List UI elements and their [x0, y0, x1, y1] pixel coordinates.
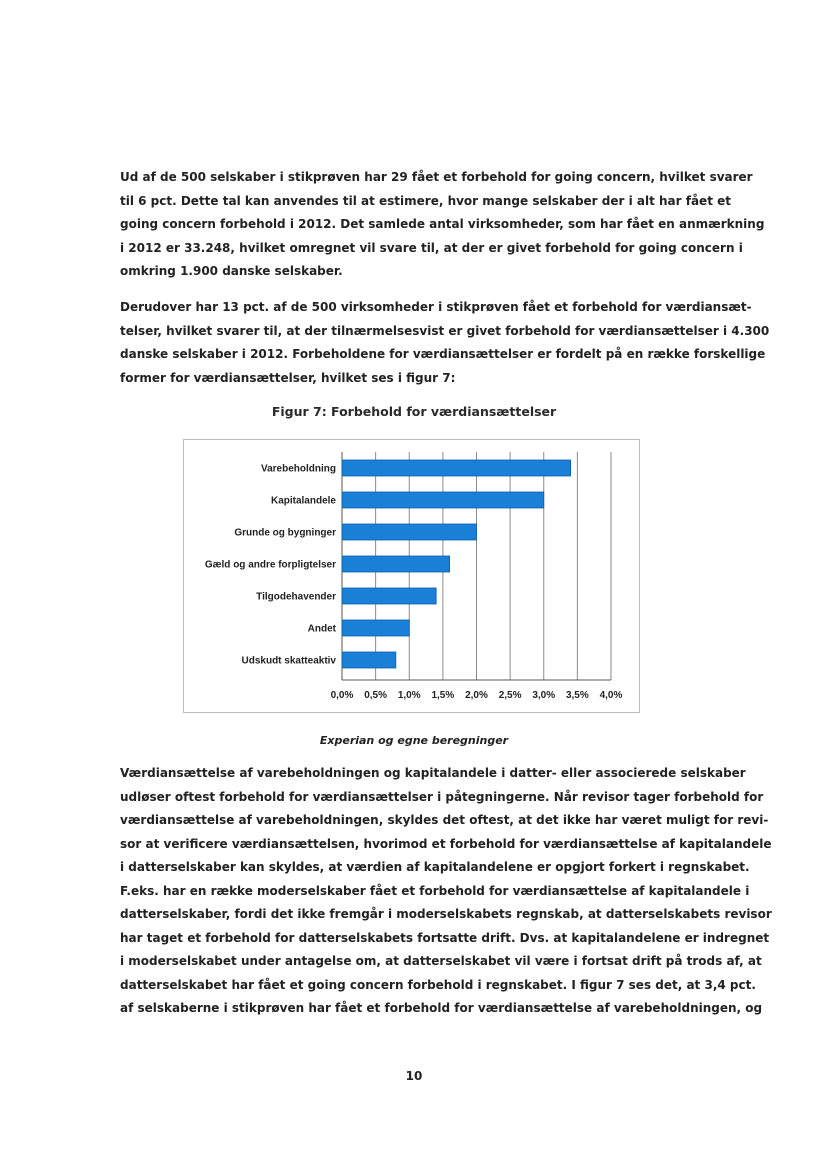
text-line: danske selskaber i 2012. Forbeholdene for værdiansættelser er fordelt på en række forskellige: [120, 347, 766, 361]
tick-label-4: 2,0%: [465, 690, 488, 701]
text-line: going concern forbehold i 2012. Det samlede antal virksomheder, som har fået en anmærkning: [120, 217, 765, 231]
text-line: Ud af de 500 selskaber i stikprøven har 29 fået et forbehold for going concern, hvilket svarer: [120, 170, 753, 184]
text-line: Derudover har 13 pct. af de 500 virksomheder i stikprøven fået et forbehold for værdiansæt-: [120, 300, 752, 314]
category-label-5: Andet: [307, 623, 336, 635]
text-line: værdiansættelse af varebeholdningen, skyldes det oftest, at det ikke har været muligt for revi-: [120, 813, 769, 827]
category-label-4: Tilgodehavender: [256, 591, 336, 603]
paragraph-going-concern: [120, 166, 765, 284]
source-note: Experian og egne beregninger: [319, 734, 509, 747]
text-line: i datterselskaber kan skyldes, at værdien af kapitalandelene er opgjort forkert i regnskabet.: [120, 860, 750, 874]
text-line: til 6 pct. Dette tal kan anvendes til at estimere, hvor mange selskaber der i alt har fået et: [120, 193, 731, 208]
tick-label-0: 0,0%: [330, 690, 354, 701]
text-line: telser, hvilket svarer til, at der tilnærmelsesvist er givet forbehold for værdiansættelser i 4.300: [120, 323, 770, 338]
paragraph-forklaring: [120, 762, 772, 1021]
tick-label-6: 3,0%: [532, 690, 556, 701]
bar-1: [342, 492, 544, 508]
category-label-0: Varebeholdning: [260, 463, 336, 475]
text-line: former for værdiansættelser, hvilket ses i figur 7:: [120, 370, 456, 385]
text-line: i 2012 er 33.248, hvilket omregnet vil svare til, at der er givet forbehold for going concern i: [120, 240, 743, 255]
tick-label-2: 1,0%: [397, 690, 421, 701]
text-line: har taget et forbehold for datterselskabets fortsatte drift. Dvs. at kapitalandelene er indregnet: [120, 930, 770, 945]
paragraph-vaerdiansaettelser: [120, 296, 770, 390]
page-number: 10: [405, 1069, 423, 1083]
tick-label-1: 0,5%: [364, 690, 388, 701]
category-label-2: Grunde og bygninger: [234, 527, 336, 539]
text-line: F.eks. har en række moderselskaber fået et forbehold for værdiansættelse af kapitalandele i: [120, 883, 750, 898]
bar-6: [342, 652, 396, 668]
text-line: af selskaberne i stikprøven har fået et forbehold for værdiansættelse af varebeholdningen, og: [120, 1001, 763, 1015]
text-line: datterselskaber, fordi det ikke fremgår i moderselskabets regnskab, at datterselskabets revisor: [120, 907, 772, 921]
text-line: Værdiansættelse af varebeholdningen og kapitalandele i datter- eller associerede selskaber: [120, 766, 746, 780]
text-line: datterselskabet har fået et going concern forbehold i regnskabet. I figur 7 ses det, at 3,4 pct.: [120, 977, 756, 992]
category-label-1: Kapitalandele: [270, 495, 336, 507]
bar-5: [342, 620, 409, 636]
chart-frame: [183, 439, 640, 713]
category-label-3: Gæld og andre forpligtelser: [204, 559, 336, 571]
tick-label-7: 3,5%: [565, 690, 589, 701]
text-line: i moderselskabet under antagelse om, at datterselskabet vil være i fortsat drift på trods af, at: [120, 954, 762, 968]
bar-0: [342, 460, 571, 476]
tick-label-8: 4,0%: [599, 690, 623, 701]
bar-3: [342, 556, 450, 572]
text-line: udløser oftest forbehold for værdiansættelser i påtegningerne. Når revisor tager forbehold for: [120, 789, 764, 804]
bar-4: [342, 588, 436, 604]
text-line: omkring 1.900 danske selskaber.: [120, 264, 343, 278]
figure-title: Figur 7: Forbehold for værdiansættelser: [271, 404, 557, 419]
tick-label-3: 1,5%: [431, 690, 455, 701]
category-label-6: Udskudt skatteaktiv: [241, 655, 336, 667]
bar-2: [342, 524, 477, 540]
text-line: sor at verificere værdiansættelsen, hvorimod et forbehold for værdiansættelse af kapitalandele: [120, 836, 772, 851]
tick-label-5: 2,5%: [498, 690, 522, 701]
bar-chart: [184, 440, 639, 712]
